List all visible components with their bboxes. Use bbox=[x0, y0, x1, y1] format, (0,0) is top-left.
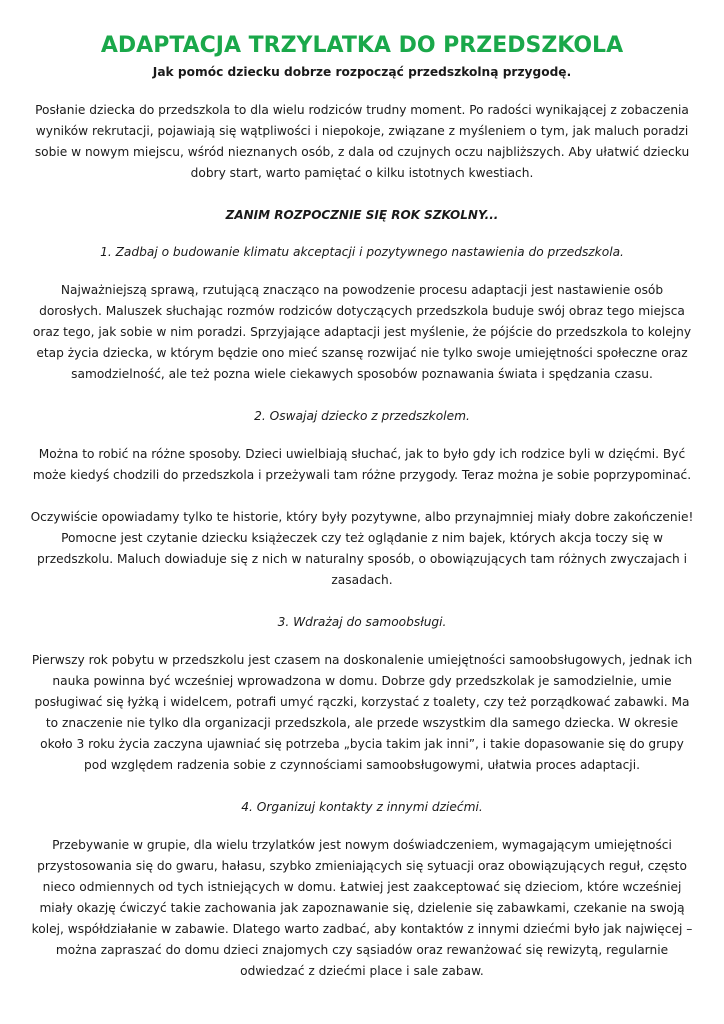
intro-paragraph: Posłanie dziecka do przedszkola to dla wielu rodziców trudny moment. Po radości wynikającej z zobaczenia wyników rekrutacji, pojawiają się wątpliwości i niepokoje, związane z myśleniem o tym, jak maluch poradzi sobie w nowym miejscu, wśród nieznanych osób, z dala od czujnych oczu najbliższych. Aby ułatwić dziecku dobry start, warto pamiętać o kilku istotnych kwestiach. bbox=[34, 103, 690, 180]
document-page bbox=[30, 30, 694, 1003]
document-subtitle: Jak pomóc dziecku dobrze rozpocząć przedszkolną przygodę. bbox=[152, 65, 572, 79]
point-paragraph: Pierwszy rok pobytu w przedszkolu jest czasem na doskonalenie umiejętności samoobsługowych, jednak ich nauka powinna być wcześniej wprowadzona w domu. Dobrze gdy przedszkolak je samodzielnie, umie posługiwać się łyżką i widelcem, potrafi umyć rączki, korzystać z toalety, czy też porządkować zabawki. Ma to znaczenie nie tylko dla organizacji przedszkola, ale przede wszystkim dla samego dziecka. W okresie około 3 roku życia zaczyna ujawniać się potrzeba „bycia takim jak inni”, i takie dopasowanie się do grupy pod względem radzenia sobie z czynnościami samoobsługowymi, ułatwia proces adaptacji. bbox=[31, 653, 693, 772]
document-title: ADAPTACJA TRZYLATKA DO PRZEDSZKOLA bbox=[100, 33, 624, 58]
point-heading: 4. Organizuj kontakty z innymi dziećmi. bbox=[241, 800, 483, 814]
point-2 bbox=[30, 406, 694, 591]
point-1 bbox=[30, 242, 694, 385]
point-heading: 1. Zadbaj o budowanie klimatu akceptacji i pozytywnego nastawienia do przedszkola. bbox=[100, 245, 624, 259]
point-paragraph: Oczywiście opowiadamy tylko te historie, który były pozytywne, albo przynajmniej miały dobre zakończenie! Pomocne jest czytanie dziecku książeczek czy też oglądanie z nim bajek, których akcja toczy się w przedszkolu. Maluch dowiaduje się z nich w naturalny sposób, o obowiązujących tam różnych zwyczajach i zasadach. bbox=[30, 510, 694, 587]
point-heading: 3. Wdrażaj do samoobsługi. bbox=[277, 615, 447, 629]
section-header: ZANIM ROZPOCZNIE SIĘ ROK SZKOLNY... bbox=[225, 208, 499, 222]
point-heading: 2. Oswajaj dziecko z przedszkolem. bbox=[254, 409, 470, 423]
point-paragraph: Można to robić na różne sposoby. Dzieci uwielbiają słuchać, jak to było gdy ich rodzice byli w dzięćmi. Być może kiedyś chodzili do przedszkola i przeżywali tam różne przygody. Teraz można je sobie poprzypominać. bbox=[32, 447, 692, 482]
point-3 bbox=[30, 612, 694, 776]
point-paragraph: Przebywanie w grupie, dla wielu trzylatków jest nowym doświadczeniem, wymagającym umiejętności przystosowania się do gwaru, hałasu, szybko zmieniających się sytuacji oraz obowiązujących reguł, często nieco odmiennych od tych istniejących w domu. Łatwiej jest zaakceptować się dzieciom, które wcześniej miały okazję ćwiczyć takie zachowania jak zapoznawanie się, dzielenie się zabawkami, czekanie na swoją kolej, współdziałanie w zabawie. Dlatego warto zadbać, aby kontaktów z innymi dziećmi było jak najwięcej – można zapraszać do domu dzieci znajomych czy sąsiadów oraz rewanżować się rewizytą, regularnie odwiedzać z dziećmi place i sale zabaw. bbox=[31, 838, 693, 978]
point-paragraph: Najważniejszą sprawą, rzutującą znacząco na powodzenie procesu adaptacji jest nastawienie osób dorosłych. Maluszek słuchając rozmów rodziców dotyczących przedszkola buduje swój obraz tego miejsca oraz tego, jak sobie w nim poradzi. Sprzyjające adaptacji jest myślenie, że pójście do przedszkola to kolejny etap życia dziecka, w którym będzie ono mieć szansę rozwijać nie tylko swoje umiejętności społeczne oraz samodzielność, ale też pozna wiele ciekawych sposobów poznawania świata i spędzania czasu. bbox=[32, 283, 692, 381]
point-4 bbox=[30, 797, 694, 982]
